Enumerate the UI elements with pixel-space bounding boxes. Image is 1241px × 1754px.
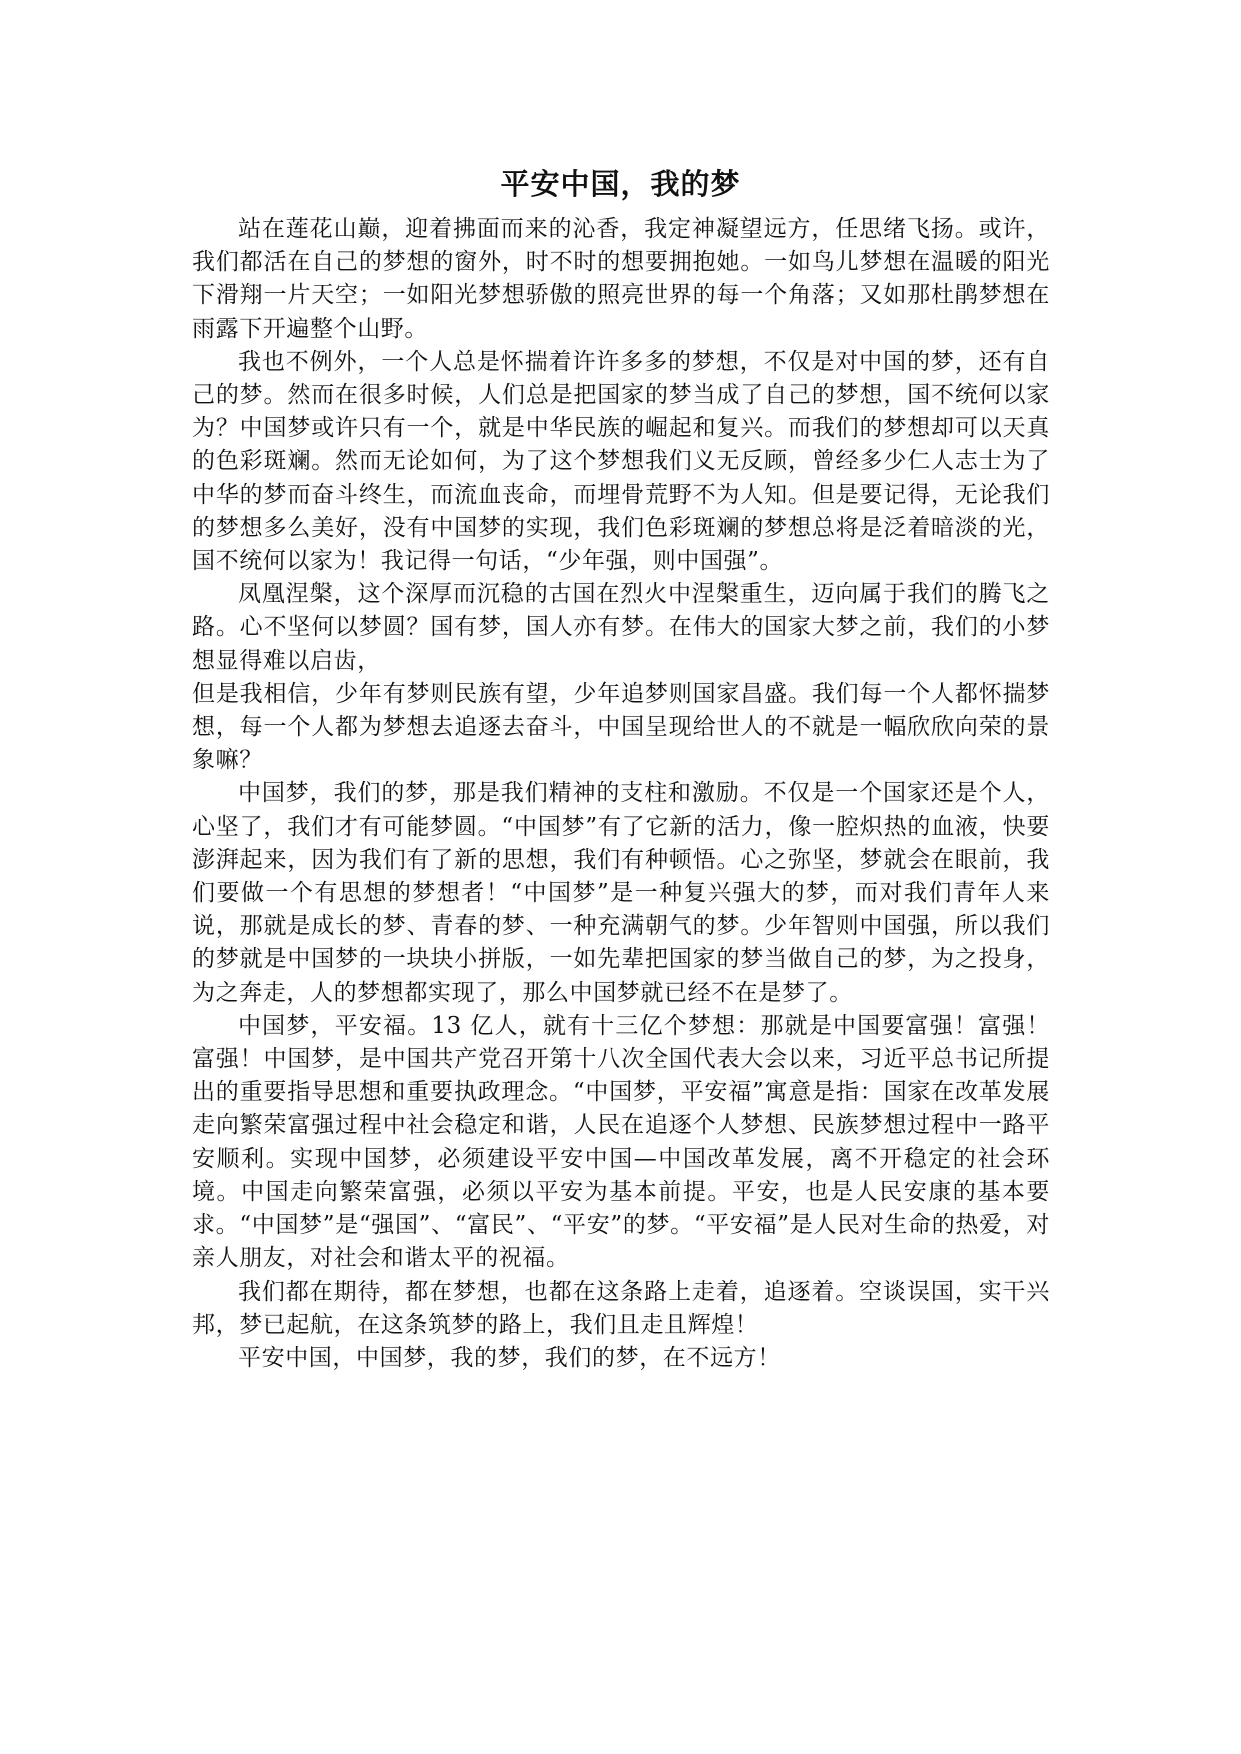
- paragraph-8: 平安中国，中国梦，我的梦，我们的梦，在不远方！: [238, 1344, 781, 1371]
- document-title: 平安中国，我的梦: [500, 167, 741, 201]
- paragraph-2: 我也不例外，一个人总是怀揣着许许多多的梦想，不仅是对中国的梦，还有自己的梦。然而在很多时候，人们总是把国家的梦当成了自己的梦想，国不统何以家为？中国梦或许只有一个，就是中华民族的崛起和复兴。而我们的梦想却可以天真的色彩斑斓。然而无论如何，为了这个梦想我们义无反顾，曾经多少仁人志士为了中华的梦而奋斗终生，而流血丧命，而埋骨荒野不为人知。但是要记得，无论我们的梦想多么美好，没有中国梦的实现，我们色彩斑斓的梦想总将是泛着暗淡的光，国不统何以家为！我记得一句话，“少年强，则中国强”。: [192, 348, 1050, 575]
- paragraph-4: 但是我相信，少年有梦则民族有望，少年追梦则国家昌盛。我们每一个人都怀揣梦想，每一个人都为梦想去追逐去奋斗，中国呈现给世人的不就是一幅欣欣向荣的景象嘛？: [192, 680, 1050, 774]
- paragraph-6: 中国梦，平安福。13 亿人，就有十三亿个梦想：那就是中国要富强！富强！富强！中国梦，是中国共产党召开第十八次全国代表大会以来，习近平总书记所提出的重要指导思想和重要执政理念。“中国梦，平安福”寓意是指：国家在改革发展走向繁荣富强过程中社会稳定和谐，人民在追逐个人梦想、民族梦想过程中一路平安顺利。实现中国梦，必须建设平安中国—中国改革发展，离不开稳定的社会环境。中国走向繁荣富强，必须以平安为基本前提。平安，也是人民安康的基本要求。“中国梦”是“强国”、“富民”、“平安”的梦。“平安福”是人民对生命的热爱，对亲人朋友，对社会和谐太平的祝福。: [192, 1012, 1050, 1272]
- document-body: [192, 213, 1050, 1375]
- paragraph-1: 站在莲花山巅，迎着拂面而来的沁香，我定神凝望远方，任思绪飞扬。或许，我们都活在自己的梦想的窗外，时不时的想要拥抱她。一如鸟儿梦想在温暖的阳光下滑翔一片天空；一如阳光梦想骄傲的照亮世界的每一个角落；又如那杜鹃梦想在雨露下开遍整个山野。: [192, 216, 1050, 342]
- paragraph-5: 中国梦，我们的梦，那是我们精神的支柱和激励。不仅是一个国家还是个人，心坚了，我们才有可能梦圆。“中国梦”有了它新的活力，像一腔炽热的血液，快要澎湃起来，因为我们有了新的思想，我们有种顿悟。心之弥坚，梦就会在眼前，我们要做一个有思想的梦想者！“中国梦”是一种复兴强大的梦，而对我们青年人来说，那就是成长的梦、青春的梦、一种充满朝气的梦。少年智则中国强，所以我们的梦就是中国梦的一块块小拼版，一如先辈把国家的梦当做自己的梦，为之投身，为之奔走，人的梦想都实现了，那么中国梦就已经不在是梦了。: [192, 780, 1050, 1006]
- paragraph-3: 凤凰涅槃，这个深厚而沉稳的古国在烈火中涅槃重生，迈向属于我们的腾飞之路。心不坚何以梦圆？国有梦，国人亦有梦。在伟大的国家大梦之前，我们的小梦想显得难以启齿，: [192, 581, 1050, 674]
- paragraph-7: 我们都在期待，都在梦想，也都在这条路上走着，追逐着。空谈误国，实干兴邦，梦已起航，在这条筑梦的路上，我们且走且辉煌！: [192, 1278, 1050, 1338]
